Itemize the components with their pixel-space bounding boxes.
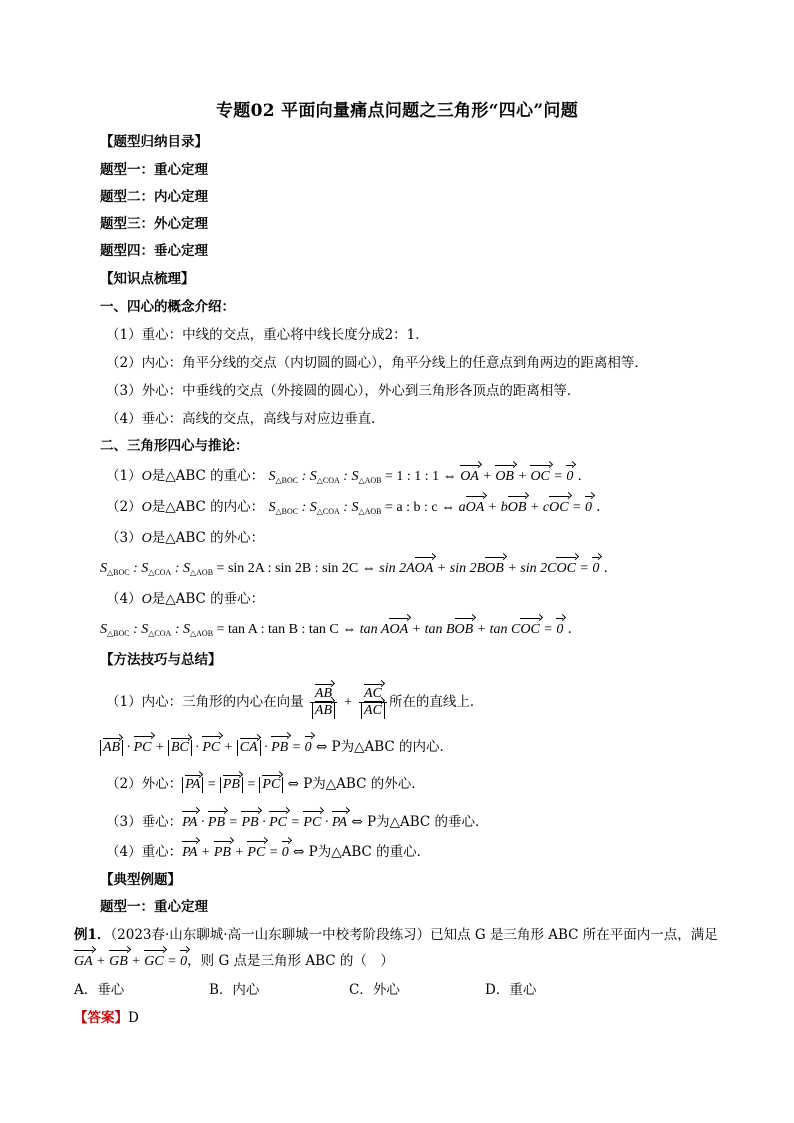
formula-centroid: （1）O是△ABC 的重心： $S_{\triangle BOC}$ : $S_{\triangle COA}$ : $S_{\triangle AOB} = 1$ : 1 : 1 ⇔ OA + OB + OC = 0 ．: [106, 468, 592, 485]
option-a: A．垂心: [74, 982, 125, 998]
knowledge-heading: 【知识点梳理】: [100, 271, 195, 287]
method-circumcenter: （2）外心： PA = PB = PC ⇔ P为△ABC 的外心．: [106, 776, 425, 792]
concept-orthocenter: （4）垂心：高线的交点，高线与对应边垂直．: [106, 411, 385, 427]
toc-heading: 【题型归纳目录】: [100, 134, 208, 150]
concept-incenter: （2）内心：角平分线的交点（内切圆的圆心），角平分线上的任意点到角两边的距离相等．: [106, 355, 648, 371]
formula-orthocenter: $S_{\triangle BOC}$ : $S_{\triangle COA}$ : $S_{\triangle AOB} = \tan A$ : tan B : tan C ⇔ tan AOA + tan BOB + tan COC = 0 ．: [100, 621, 582, 638]
method-incenter-condition: AB · PC + BC · PC + CA · PB = 0 ⇔ P为△ABC 的内心．: [100, 737, 453, 758]
examples-heading: 【典型例题】: [100, 872, 181, 888]
formula-orthocenter-label: （4）O是△ABC 的垂心：: [106, 591, 265, 607]
formula-circumcenter: $S_{\triangle BOC}$ : $S_{\triangle COA}$ : $S_{\triangle AOB} = \sin 2A$ : sin 2B : sin 2C ⇔ sin 2AOA + sin 2BOB + sin 2COC = 0 ．: [100, 560, 618, 577]
section2-heading: 二、三角形四心与推论：: [100, 438, 249, 454]
toc-item-1: 题型一：重心定理: [100, 162, 208, 178]
formula-incenter: （2）O是△ABC 的内心： $S_{\triangle BOC}$ : $S_{\triangle COA}$ : $S_{\triangle AOB} = a$ : b : c ⇔ aOA + bOB + cOC = 0 ．: [106, 499, 610, 516]
toc-item-2: 题型二：内心定理: [100, 189, 208, 205]
toc-item-3: 题型三：外心定理: [100, 216, 208, 232]
section1-heading: 一、四心的概念介绍：: [100, 299, 235, 315]
example1-options: [74, 980, 634, 1000]
concept-circumcenter: （3）外心：中垂线的交点（外接圆的圆心），外心到三角形各顶点的距离相等．: [106, 383, 581, 399]
example-type1-heading: 题型一：重心定理: [100, 899, 208, 915]
option-c: C．外心: [349, 982, 400, 998]
page-title: 专题02 平面向量痛点问题之三角形“四心”问题: [215, 101, 579, 121]
method-centroid: （4）重心：PA + PB + PC = 0 ⇔ P为△ABC 的重心．: [106, 842, 430, 863]
method-orthocenter: （3）垂心：PA · PB = PB · PC = PC · PA ⇔ P为△ABC 的垂心．: [106, 812, 489, 833]
concept-centroid: （1）重心：中线的交点，重心将中线长度分成2：1．: [106, 327, 429, 343]
example1-condition: GA + GB + GC = 0，则 G 点是三角形 ABC 的（ ）: [74, 951, 394, 972]
methods-heading: 【方法技巧与总结】: [100, 652, 222, 668]
formula-circumcenter-label: （3）O是△ABC 的外心：: [106, 530, 265, 546]
example1-answer: 【答案】D: [74, 1010, 139, 1026]
option-b: B．内心: [209, 982, 260, 998]
example1-question: 例1．（2023春·山东聊城·高一山东聊城一中校考阶段练习）已知点 G 是三角形 ABC 所在平面内一点，满足: [74, 927, 718, 943]
toc-item-4: 题型四：垂心定理: [100, 243, 208, 259]
method-incenter: （1）内心：三角形的内心在向量 $\frac{AB}{AB}$ + $\frac{AC}{AC}$ 所在的直线上．: [106, 686, 484, 718]
option-d: D．重心: [485, 982, 537, 998]
